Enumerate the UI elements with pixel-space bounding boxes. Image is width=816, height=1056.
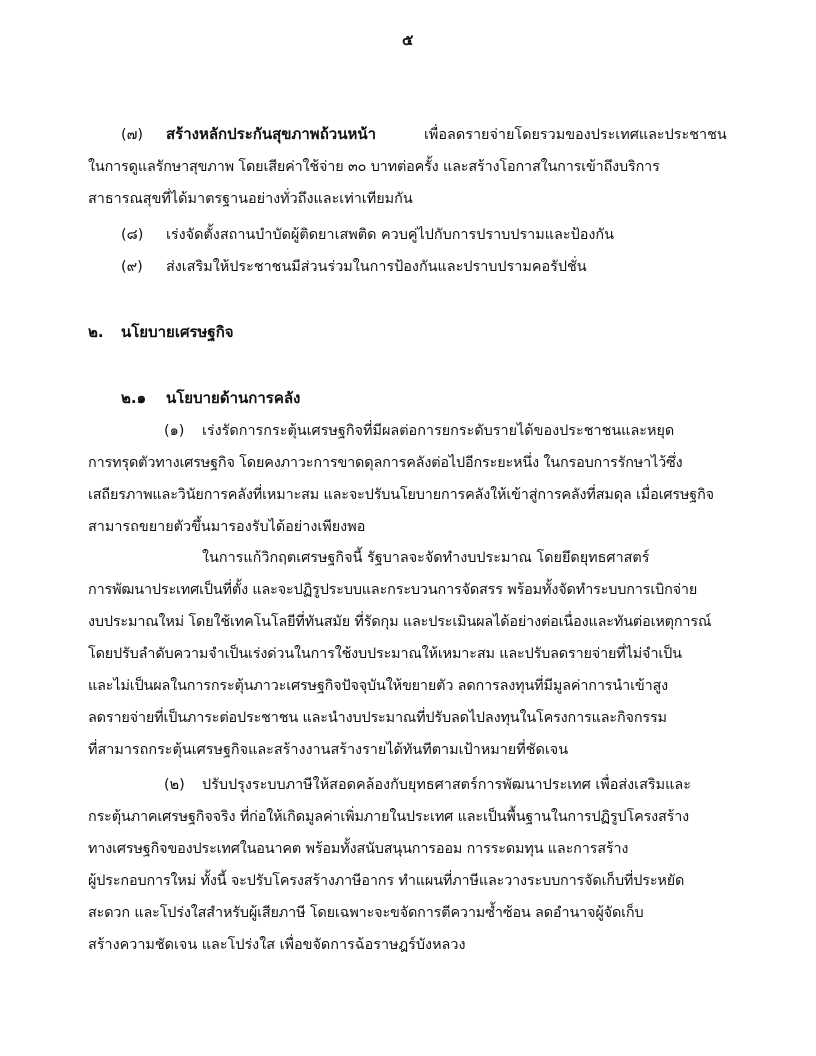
item-7-line-1: เพื่อลดรายจ่ายโดยรวมของประเทศและประชาชน [424, 127, 727, 143]
para-1b-line-4: โดยปรับลำดับความจำเป็นเร่งด่วนในการใช้งบประมาณให้เหมาะสม และปรับลดรายจ่ายที่ไม่จำเป็น [88, 646, 682, 662]
para-2-line-3: ทางเศรษฐกิจของประเทศในอนาคต พร้อมทั้งสนับสนุนการออม การระดมทุน และการสร้าง [88, 841, 629, 857]
item-7-title: สร้างหลักประกันสุขภาพถ้วนหน้า [166, 125, 377, 143]
para-1-line-2: การทรุดตัวทางเศรษฐกิจ โดยคงภาวะการขาดดุลการคลังต่อไปอีกระยะหนึ่ง ในกรอบการรักษาไว้ซึ่ง [88, 455, 683, 471]
item-9-text: ส่งเสริมให้ประชาชนมีส่วนร่วมในการป้องกันและปราบปรามคอรัปชั่น [166, 259, 587, 275]
para-2-line-2: กระตุ้นภาคเศรษฐกิจจริง ที่ก่อให้เกิดมูลค่าเพิ่มภายในประเทศ และเป็นพื้นฐานในการปฏิรูปโครงสร้าง [88, 809, 690, 825]
para-1-line-3: เสถียรภาพและวินัยการคลังที่เหมาะสม และจะปรับนโยบายการคลังให้เข้าสู่การคลังที่สมดุล เมื่อเศรษฐกิจ [88, 487, 714, 503]
para-1-line-4: สามารถขยายตัวขึ้นมารองรับได้อย่างเพียงพอ [88, 519, 366, 535]
para-1b-line-5: และไม่เป็นผลในการกระตุ้นภาวะเศรษฐกิจปัจจุบันให้ขยายตัว ลดการลงทุนที่มีมูลค่าการนำเข้าสูง [88, 678, 669, 694]
para-2-line-6: สร้างความชัดเจน และโปร่งใส เพื่อขจัดการฉ้อราษฎร์บังหลวง [88, 937, 466, 953]
section-2-1-number: ๒.๑ [121, 389, 147, 407]
item-8-text: เร่งจัดตั้งสถานบำบัดผู้ติดยาเสพติด ควบคู่ไปกับการปราบปรามและป้องกัน [166, 227, 614, 243]
para-1b-line-6: ลดรายจ่ายที่เป็นภาระต่อประชาชน และนำงบประมาณที่ปรับลดไปลงทุนในโครงการและกิจกรรม [88, 710, 667, 726]
para-2-number: (๒) [164, 777, 185, 793]
para-1b-line-3: งบประมาณใหม่ โดยใช้เทคโนโลยีที่ทันสมัย ที่รัดกุม และประเมินผลได้อย่างต่อเนื่องและทันต่อเหตุการณ์ [88, 614, 712, 630]
item-8-number: (๘) [121, 227, 144, 243]
para-2-line-4: ผู้ประกอบการใหม่ ทั้งนี้ จะปรับโครงสร้างภาษีอากร ทำแผนที่ภาษีและวางระบบการจัดเก็บที่ประหยัด [88, 873, 685, 889]
para-1b-line-1: ในการแก้วิกฤตเศรษฐกิจนี้ รัฐบาลจะจัดทำงบประมาณ โดยยึดยุทธศาสตร์ [202, 550, 650, 566]
item-7-line-2: ในการดูแลรักษาสุขภาพ โดยเสียค่าใช้จ่าย ๓๐ บาทต่อครั้ง และสร้างโอกาสในการเข้าถึงบริการ [88, 159, 660, 175]
section-2-number: ๒. [88, 323, 104, 341]
page-number: ๕ [402, 31, 414, 49]
para-1-number: (๑) [164, 423, 185, 439]
para-1-line-1: เร่งรัดการกระตุ้นเศรษฐกิจที่มีผลต่อการยกระดับรายได้ของประชาชนและหยุด [202, 423, 675, 439]
para-2-line-5: สะดวก และโปร่งใสสำหรับผู้เสียภาษี โดยเฉพาะจะขจัดการตีความซ้ำซ้อน ลดอำนาจผู้จัดเก็บ [88, 905, 644, 921]
section-2-title: นโยบายเศรษฐกิจ [121, 323, 234, 341]
para-1b-line-2: การพัฒนาประเทศเป็นที่ตั้ง และจะปฏิรูประบบและกระบวนการจัดสรร พร้อมทั้งจัดทำระบบการเบิกจ่าย [88, 582, 698, 598]
item-7-line-3: สาธารณสุขที่ได้มาตรฐานอย่างทั่วถึงและเท่าเทียมกัน [88, 191, 413, 207]
section-2-1-title: นโยบายด้านการคลัง [166, 389, 301, 407]
item-7-number: (๗) [121, 127, 144, 143]
para-1b-line-7: ที่สามารถกระตุ้นเศรษฐกิจและสร้างงานสร้างรายได้ทันทีตามเป้าหมายที่ชัดเจน [88, 742, 569, 758]
para-2-line-1: ปรับปรุงระบบภาษีให้สอดคล้องกับยุทธศาสตร์การพัฒนาประเทศ เพื่อส่งเสริมและ [202, 777, 691, 793]
item-9-number: (๙) [121, 259, 143, 275]
